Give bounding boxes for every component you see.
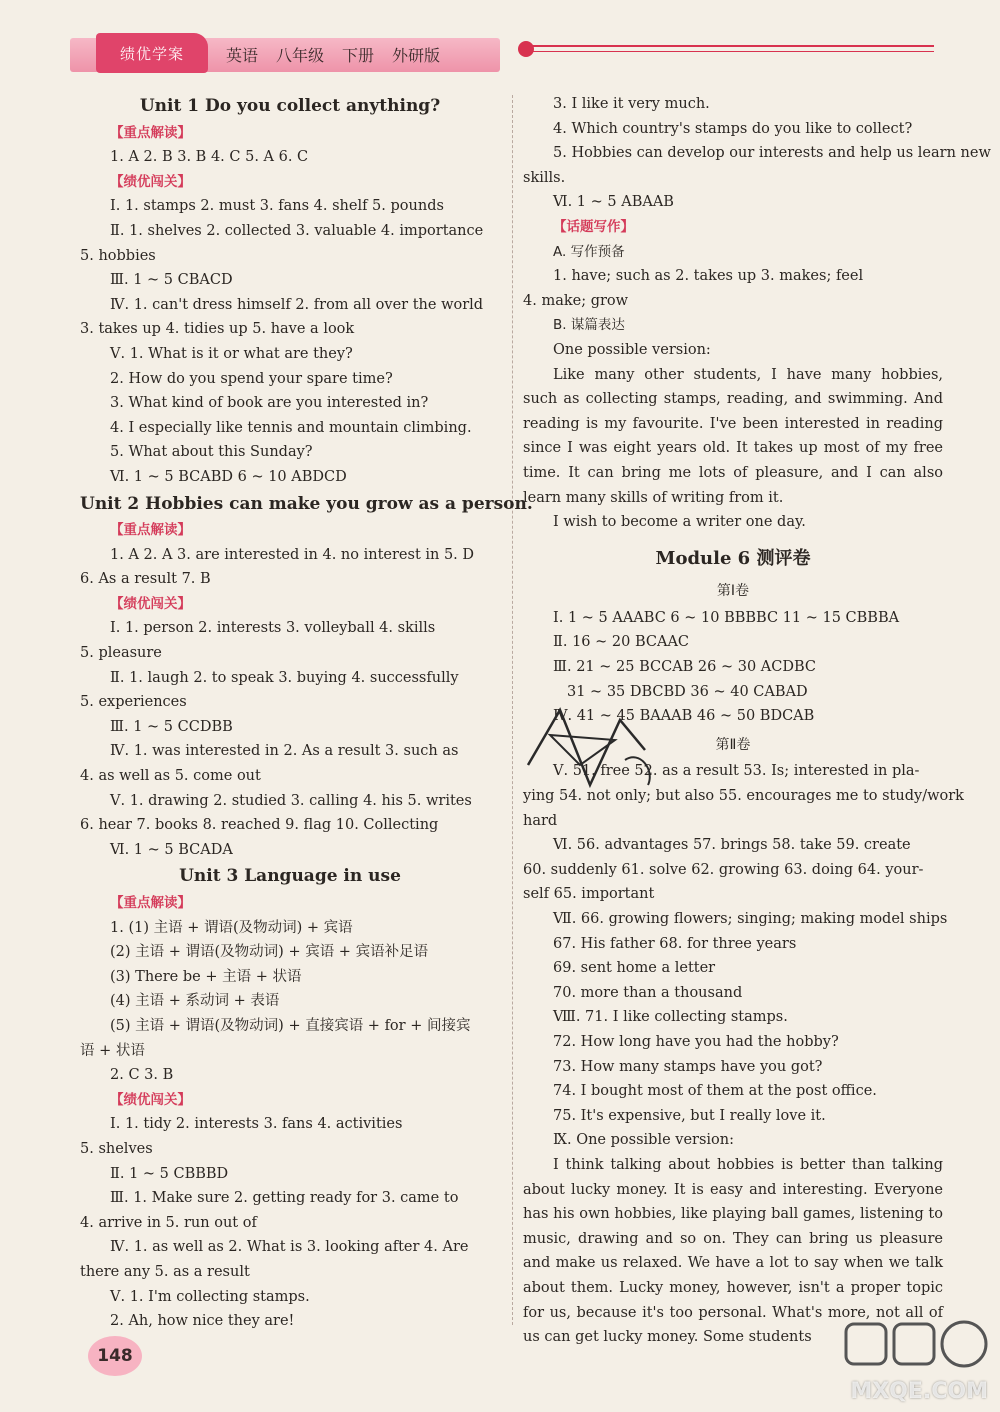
- handwritten-scribble-icon: [520, 690, 670, 800]
- answer-line: Ⅳ. 41 ~ 45 BAAAB 46 ~ 50 BDCAB: [553, 708, 815, 725]
- answer-line: Ⅲ. 21 ~ 25 BCCAB 26 ~ 30 ACDBC: [553, 659, 817, 676]
- answer-line: Ⅵ. 1 ~ 5 ABAAB: [553, 194, 674, 211]
- answer-line: I wish to become a writer one day.: [553, 514, 806, 531]
- subsection-label: A. 写作预备: [553, 243, 625, 260]
- page-number: 148: [88, 1336, 142, 1376]
- header-brand-tab: 绩优学案: [96, 33, 208, 73]
- section-label: 【重点解读】: [110, 124, 191, 141]
- answer-line: 5. Hobbies can develop our interests and help us learn new: [553, 145, 991, 162]
- answer-line: 3. What kind of book are you interested in?: [110, 395, 429, 412]
- answer-line: Ⅸ. One possible version:: [553, 1132, 735, 1149]
- volume-label: 第Ⅰ卷: [716, 583, 750, 600]
- answer-line: 5. pleasure: [80, 645, 162, 662]
- answer-line: 67. His father 68. for three years: [553, 935, 797, 952]
- answer-line: 语 + 状语: [80, 1042, 145, 1059]
- answer-line: 1. A 2. A 3. are interested in 4. no interest in 5. D: [110, 546, 475, 563]
- section-label: 【绩优闯关】: [110, 173, 191, 190]
- answer-line: 73. How many stamps have you got?: [553, 1058, 823, 1075]
- answer-line: Ⅲ. 1 ~ 5 CCDBB: [110, 718, 233, 735]
- essay-paragraph: I think talking about hobbies is better than talking about lucky money. It is easy and interesting. Everyone has his own hobbies, like playing ball games, listening to music, drawing and so on. They can bring us pleasure and make us relaxed. We have a lot to say when we talk about them. Lucky money, however, isn't a proper topic for us, because it's too personal. What's more, not all of us can get lucky money. Some students: [523, 1156, 943, 1346]
- answer-line: 5. What about this Sunday?: [110, 444, 313, 461]
- answer-line: 2. Ah, how nice they are!: [110, 1313, 295, 1330]
- unit3-title: Unit 3 Language in use: [179, 866, 401, 887]
- unit1-title: Unit 1 Do you collect anything?: [139, 96, 441, 116]
- answer-line: Ⅴ. 1. drawing 2. studied 3. calling 4. his 5. writes: [110, 792, 472, 809]
- column-divider: [512, 95, 513, 1325]
- answer-line: self 65. important: [523, 886, 655, 903]
- answer-line: Ⅴ. 1. I'm collecting stamps.: [110, 1288, 310, 1305]
- header-subject: 英语: [226, 45, 259, 65]
- answer-line: 4. as well as 5. come out: [80, 768, 261, 785]
- subsection-label: B. 谋篇表达: [553, 317, 625, 334]
- answer-line: 74. I bought most of them at the post office.: [553, 1083, 877, 1100]
- answer-line: 69. sent home a letter: [553, 960, 716, 977]
- answer-line: Ⅱ. 1. laugh 2. to speak 3. buying 4. successfully: [110, 669, 459, 686]
- answer-line: Ⅱ. 1. shelves 2. collected 3. valuable 4. importance: [110, 222, 484, 239]
- answer-line: 4. Which country's stamps do you like to collect?: [553, 120, 913, 137]
- answer-line: 3. takes up 4. tidies up 5. have a look: [80, 321, 355, 338]
- answer-line: (2) 主语 + 谓语(及物动词) + 宾语 + 宾语补足语: [110, 944, 429, 961]
- answer-line: Ⅱ. 16 ~ 20 BCAAC: [553, 634, 690, 651]
- answer-line: Ⅰ. 1. stamps 2. must 3. fans 4. shelf 5. pounds: [110, 198, 444, 215]
- answer-line: Ⅱ. 1 ~ 5 CBBBD: [110, 1165, 229, 1182]
- answer-line: Ⅴ. 51. free 52. as a result 53. Is; interested in pla-: [553, 763, 920, 780]
- answer-line: 70. more than a thousand: [553, 984, 743, 1001]
- answer-line: Ⅳ. 1. was interested in 2. As a result 3. such as: [110, 743, 459, 760]
- answer-line: Ⅷ. 71. I like collecting stamps.: [553, 1009, 788, 1026]
- answer-line: 1. have; such as 2. takes up 3. makes; feel: [553, 268, 864, 285]
- answer-line: 6. hear 7. books 8. reached 9. flag 10. Collecting: [80, 817, 439, 834]
- section-label: 【绩优闯关】: [110, 595, 191, 612]
- answer-line: Ⅴ. 1. What is it or what are they?: [110, 345, 353, 362]
- answer-line: Ⅰ. 1 ~ 5 AAABC 6 ~ 10 BBBBC 11 ~ 15 CBBBA: [553, 609, 900, 626]
- answer-line: (4) 主语 + 系动词 + 表语: [110, 993, 280, 1010]
- answer-line: 5. experiences: [80, 694, 187, 711]
- watermark-logo-icon: [842, 1316, 992, 1376]
- answer-line: Ⅰ. 1. person 2. interests 3. volleyball 4. skills: [110, 620, 436, 637]
- answer-line: Ⅵ. 1 ~ 5 BCABD 6 ~ 10 ABDCD: [110, 468, 347, 485]
- answer-line: 6. As a result 7. B: [80, 571, 211, 588]
- answer-line: 2. C 3. B: [110, 1067, 174, 1084]
- answer-line: 72. How long have you had the hobby?: [553, 1033, 839, 1050]
- section-label: 【话题写作】: [553, 218, 634, 235]
- answer-line: there any 5. as a result: [80, 1263, 250, 1280]
- answer-line: hard: [523, 812, 558, 829]
- answer-line: Ⅶ. 66. growing flowers; singing; making model ships: [553, 911, 948, 927]
- section-label: 【重点解读】: [110, 895, 191, 911]
- answer-line: 31 ~ 35 DBCBD 36 ~ 40 CABAD: [567, 683, 808, 700]
- answer-line: ying 54. not only; but also 55. encourages me to study/work: [523, 788, 964, 805]
- unit2-title: Unit 2 Hobbies can make you grow as a person.: [80, 493, 533, 514]
- header-edition: 外研版: [392, 45, 441, 65]
- answer-line: 1. A 2. B 3. B 4. C 5. A 6. C: [110, 149, 309, 166]
- watermark-url: MXQE.COM: [850, 1379, 988, 1404]
- answer-line: Ⅰ. 1. tidy 2. interests 3. fans 4. activities: [110, 1116, 403, 1133]
- header-book-title: [226, 40, 440, 68]
- header-grade: 八年级: [276, 45, 325, 65]
- header-term: 下册: [342, 45, 375, 65]
- module6-title: Module 6 测评卷: [655, 547, 811, 569]
- answer-line: 75. It's expensive, but I really love it.: [553, 1107, 826, 1124]
- answer-line: Ⅳ. 1. as well as 2. What is 3. looking after 4. Are: [110, 1239, 469, 1256]
- essay-paragraph: Like many other students, I have many hobbies, such as collecting stamps, reading, and swimming. And reading is my favourite. I've been interested in reading since I was eight years old. It takes up most of my free time. It can bring me lots of pleasure, and I can also learn many skills of writing from it.: [523, 366, 943, 506]
- answer-line: Ⅳ. 1. can't dress himself 2. from all over the world: [110, 296, 484, 313]
- answer-line: Ⅵ. 1 ~ 5 BCADA: [110, 841, 233, 858]
- answer-line: Ⅲ. 1. Make sure 2. getting ready for 3. came to: [110, 1190, 459, 1207]
- header-rule-bottom: [532, 51, 934, 52]
- answer-line: (3) There be + 主语 + 状语: [110, 968, 302, 985]
- answer-line: 2. How do you spend your spare time?: [110, 370, 393, 387]
- answer-line: (5) 主语 + 谓语(及物动词) + 直接宾语 + for + 间接宾: [110, 1017, 471, 1034]
- answer-line: Ⅲ. 1 ~ 5 CBACD: [110, 272, 233, 289]
- answer-line: 4. I especially like tennis and mountain climbing.: [110, 419, 472, 436]
- answer-line: 3. I like it very much.: [553, 96, 710, 112]
- answer-line: skills.: [523, 169, 566, 186]
- answer-line: 4. arrive in 5. run out of: [80, 1214, 257, 1231]
- answer-line: 60. suddenly 61. solve 62. growing 63. doing 64. your-: [523, 861, 924, 878]
- answer-line: 4. make; grow: [523, 292, 629, 309]
- answer-line: One possible version:: [553, 341, 711, 358]
- answer-line: Ⅵ. 56. advantages 57. brings 58. take 59. create: [553, 837, 911, 854]
- header-rule-top: [532, 45, 934, 47]
- section-label: 【重点解读】: [110, 522, 191, 539]
- answer-line: 5. hobbies: [80, 247, 156, 264]
- header-dot-icon: [518, 41, 534, 57]
- answer-line: 1. (1) 主语 + 谓语(及物动词) + 宾语: [110, 919, 353, 936]
- answer-line: 5. shelves: [80, 1140, 153, 1157]
- left-column: [80, 92, 533, 1334]
- section-label: 【绩优闯关】: [110, 1091, 191, 1108]
- volume-label: 第Ⅱ卷: [715, 736, 751, 753]
